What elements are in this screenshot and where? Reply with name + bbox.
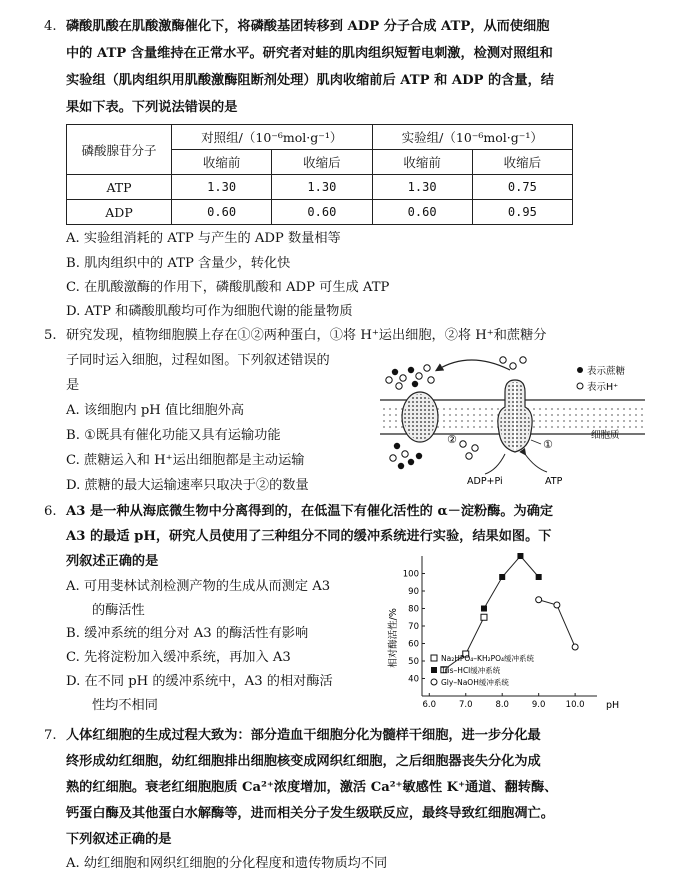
enzyme-activity-chart xyxy=(382,548,622,720)
data-point xyxy=(481,614,487,620)
legend-h-marker xyxy=(577,383,583,389)
option-a-cont: 的酶活性 xyxy=(92,603,145,618)
option-d[interactable]: D. 在不同 pH 的缓冲系统中，A3 的相对酶活 xyxy=(66,674,333,689)
table-row xyxy=(67,175,573,200)
y-tick-label: 80 xyxy=(408,604,419,615)
stem-line: 实验组（肌肉组织用肌酸激酶阻断剂处理）肌肉收缩前后 ATP 和 ADP 的含量，结 xyxy=(66,73,554,88)
table-subheader: 收缩后 xyxy=(272,150,372,175)
stem-line: 终形成幼红细胞，幼红细胞排出细胞核变成网织红细胞，之后细胞器丧失分化为成 xyxy=(66,754,541,769)
y-tick-label: 70 xyxy=(408,622,419,632)
stem-line: 是 xyxy=(66,378,80,393)
legend-label: Gly–NaOH缓冲系统 xyxy=(441,678,509,687)
membrane-transport-diagram xyxy=(375,352,655,492)
table-cell: 0.60 xyxy=(272,200,372,225)
stem-line: A3 的最适 pH，研究人员使用了三种组分不同的缓冲系统进行实验，结果如图。下 xyxy=(66,529,552,544)
legend-label: Tris–HCl缓冲系统 xyxy=(441,666,501,675)
option-c[interactable]: C. 先将淀粉加入缓冲系统，再加入 A3 xyxy=(66,650,291,665)
option-a[interactable]: A. 幼红细胞和网织红细胞的分化程度和遗传物质均不同 xyxy=(66,856,388,871)
protein-2-label: ② xyxy=(447,433,457,446)
data-table xyxy=(66,124,573,225)
option-a[interactable]: A. 实验组消耗的 ATP 与产生的 ADP 数量相等 xyxy=(66,231,341,246)
table-cell: 0.75 xyxy=(472,175,572,200)
data-point xyxy=(554,602,560,608)
cytoplasm-label: 细胞质 xyxy=(591,430,620,441)
option-c[interactable]: C. 在肌酸激酶的作用下，磷酸肌酸和 ADP 可生成 ATP xyxy=(66,280,390,295)
legend-h: 表示H⁺ xyxy=(587,382,619,393)
question-number: 6. xyxy=(44,504,57,519)
data-point xyxy=(499,574,505,580)
stem-line: 果如下表。下列说法错误的是 xyxy=(66,100,238,115)
data-point xyxy=(481,606,487,612)
y-tick-label: 40 xyxy=(408,674,419,685)
table-cell: 0.60 xyxy=(372,200,472,225)
option-b[interactable]: B. 缓冲系统的组分对 A3 的酶活性有影响 xyxy=(66,626,309,641)
table-subheader: 收缩后 xyxy=(472,150,572,175)
data-point xyxy=(517,553,523,559)
y-tick-label: 60 xyxy=(408,639,419,650)
table-cell: 0.95 xyxy=(472,200,572,225)
x-axis-label: pH xyxy=(606,700,620,711)
option-b[interactable]: B. 肌肉组织中的 ATP 含量少，转化快 xyxy=(66,256,291,271)
question-number: 5. xyxy=(44,328,57,343)
x-tick-label: 10.0 xyxy=(565,700,585,710)
stem-line: 列叙述正确的是 xyxy=(66,554,159,569)
legend-marker xyxy=(431,679,437,685)
y-axis-label: 相对酶活性/% xyxy=(388,608,399,668)
table-cell: 1.30 xyxy=(372,175,472,200)
adp-pi-label: ADP+Pi xyxy=(467,476,503,487)
stem-line: 子同时运入细胞，过程如图。下列叙述错误的 xyxy=(66,353,330,368)
option-d-cont: 性均不相同 xyxy=(92,698,158,713)
option-d[interactable]: D. ATP 和磷酸肌酸均可作为细胞代谢的能量物质 xyxy=(66,304,353,319)
stem-line: A3 是一种从海底微生物中分离得到的，在低温下有催化活性的 α－淀粉酶。为确定 xyxy=(66,504,554,519)
stem-line: 钙蛋白酶及其他蛋白水解酶等，进而相关分子发生级联反应，最终导致红细胞凋亡。 xyxy=(66,806,554,821)
table-subheader: 收缩前 xyxy=(372,150,472,175)
stem-line: 磷酸肌酸在肌酸激酶催化下，将磷酸基团转移到 ADP 分子合成 ATP，从而使细胞 xyxy=(66,19,550,34)
x-tick-label: 6.0 xyxy=(422,700,437,710)
y-tick-label: 50 xyxy=(408,657,419,667)
table-row-header: 磷酸腺苷分子 xyxy=(67,125,172,175)
stem-line: 下列叙述正确的是 xyxy=(66,832,172,847)
table-cell: 1.30 xyxy=(172,175,272,200)
stem-line: 研究发现，植物细胞膜上存在①②两种蛋白，①将 H⁺运出细胞，②将 H⁺和蔗糖分 xyxy=(66,328,547,343)
option-c[interactable]: C. 蔗糖运入和 H⁺运出细胞都是主动运输 xyxy=(66,453,305,468)
series-line xyxy=(484,556,539,609)
data-point xyxy=(536,597,542,603)
protein-1-label: ① xyxy=(543,438,553,451)
legend-label: Na₂HPO₄–KH₂PO₄缓冲系统 xyxy=(441,654,535,663)
data-point xyxy=(572,644,578,650)
question-number: 7. xyxy=(44,728,57,743)
y-tick-label: 90 xyxy=(408,587,419,597)
x-tick-label: 8.0 xyxy=(495,700,509,710)
table-group-header: 实验组/（10⁻⁶mol·g⁻¹） xyxy=(372,125,573,150)
option-b[interactable]: B. ①既具有催化功能又具有运输功能 xyxy=(66,428,281,443)
stem-line: 熟的红细胞。衰老红细胞胞质 Ca²⁺浓度增加，激活 Ca²⁺敏感性 K⁺通道、翻转酶、 xyxy=(66,780,558,795)
legend-sucrose: 表示蔗糖 xyxy=(587,366,626,377)
table-group-header: 对照组/（10⁻⁶mol·g⁻¹） xyxy=(172,125,373,150)
option-d[interactable]: D. 蔗糖的最大运输速率只取决于②的数量 xyxy=(66,478,309,493)
x-tick-label: 9.0 xyxy=(531,700,546,710)
table-subheader: 收缩前 xyxy=(172,150,272,175)
stem-line: 人体红细胞的生成过程大致为：部分造血干细胞分化为髓样干细胞，进一步分化最 xyxy=(66,728,541,743)
y-tick-label: 100 xyxy=(402,569,419,580)
table-cell: ATP xyxy=(67,175,172,200)
legend-marker xyxy=(431,655,437,661)
legend-marker xyxy=(431,667,437,673)
legend-sucrose-marker xyxy=(577,367,583,373)
question-number: 4. xyxy=(44,19,57,34)
stem-line: 中的 ATP 含量维持在正常水平。研究者对蛙的肌肉组织短暂电刺激，检测对照组和 xyxy=(66,46,553,61)
table-cell: 0.60 xyxy=(172,200,272,225)
table-cell: ADP xyxy=(67,200,172,225)
data-point xyxy=(536,574,542,580)
table-row xyxy=(67,200,573,225)
option-a[interactable]: A. 可用斐林试剂检测产物的生成从而测定 A3 xyxy=(66,579,331,594)
table-cell: 1.30 xyxy=(272,175,372,200)
option-a[interactable]: A. 该细胞内 pH 值比细胞外高 xyxy=(66,403,245,418)
atp-label: ATP xyxy=(545,476,563,487)
x-tick-label: 7.0 xyxy=(458,700,473,710)
